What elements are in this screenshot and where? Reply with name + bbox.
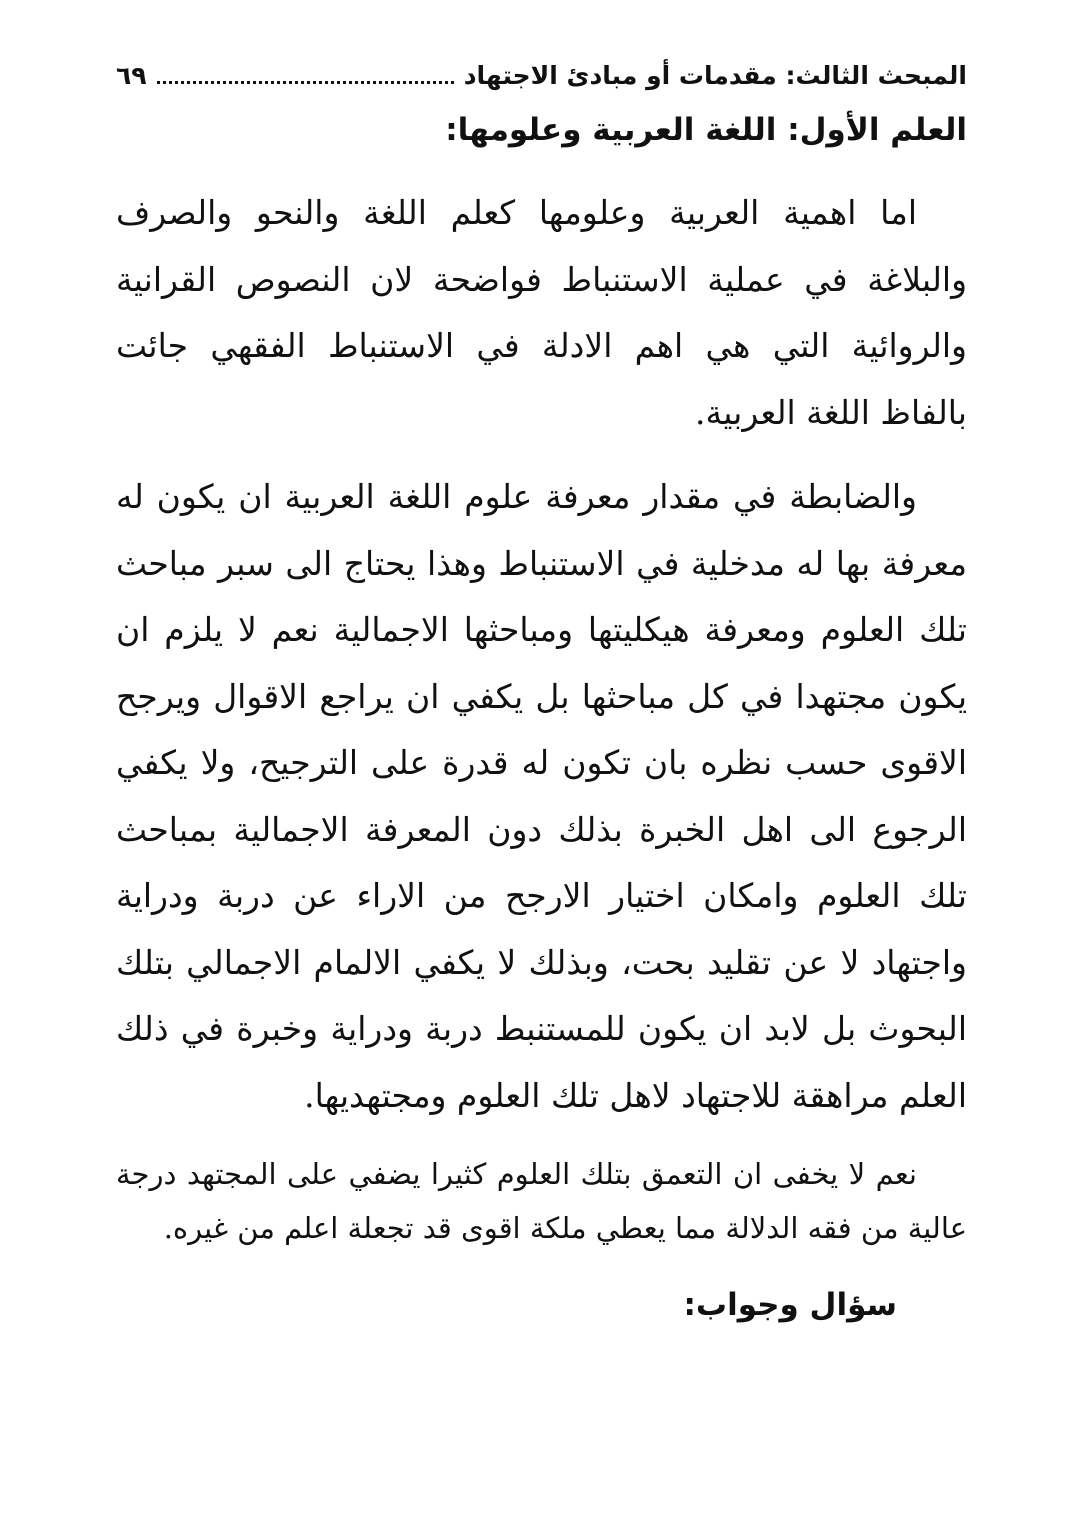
page-number: ٦٩ <box>116 60 147 90</box>
paragraph-arabic-importance: اما اهمية العربية وعلومها كعلم اللغة والنحو والصرف والبلاغة في عملية الاستنباط فواضحة لان النصوص القرانية والروائية التي هي اهم الادلة في الاستنباط الفقهي جائت بالفاظ اللغة العربية. <box>116 193 967 432</box>
qa-heading: سؤال وجواب: <box>683 1287 897 1323</box>
body-text <box>116 180 967 1335</box>
header-dot-leader <box>157 67 454 84</box>
running-header <box>116 52 967 98</box>
running-header-title: المبحث الثالث: مقدمات أو مبادئ الاجتهاد <box>463 60 967 90</box>
paragraph-knowledge-criterion: والضابطة في مقدار معرفة علوم اللغة العربية ان يكون له معرفة بها له مدخلية في الاستنباط وهذا يحتاج الى سبر مباحث تلك العلوم ومعرفة هيكليتها ومباحثها الاجمالية نعم لا يلزم ان يكون مجتهدا في كل مباحثها بل يكفي ان يراجع الاقوال ويرجح الاقوى حسب نظره بان تكون له قدرة على الترجيح، ولا يكفي الرجوع الى اهل الخبرة بذلك دون المعرفة الاجمالية بمباحث تلك العلوم وامكان اختيار الارجح من الاراء عن دربة ودراية واجتهاد لا عن تقليد بحت، وبذلك لا يكفي الالمام الاجمالي بتلك البحوث بل لابد ان يكون للمستنبط دربة ودراية وخبرة في ذلك العلم مراهقة للاجتهاد لاهل تلك العلوم ومجتهديها. <box>116 477 967 1115</box>
paragraph-deep-study: نعم لا يخفى ان التعمق بتلك العلوم كثيرا يضفي على المجتهد درجة عالية من فقه الدلالة مما يعطي ملكة اقوى قد تجعلة اعلم من غيره. <box>116 1157 967 1245</box>
section-heading: العلم الأول: اللغة العربية وعلومها: <box>445 112 967 148</box>
